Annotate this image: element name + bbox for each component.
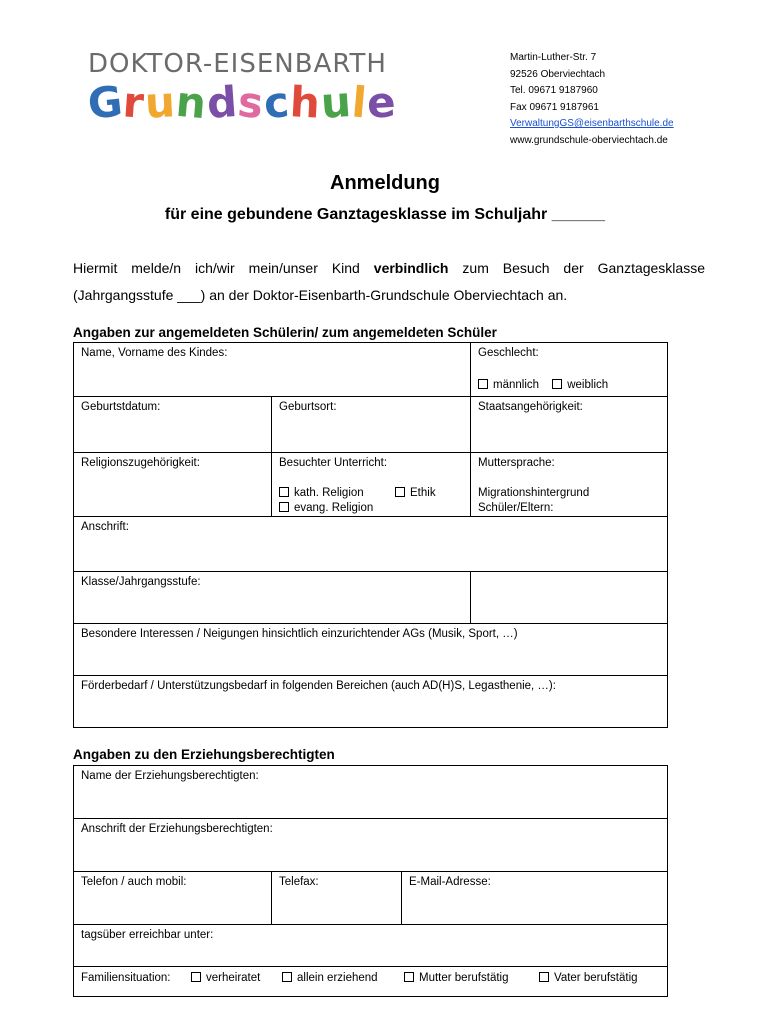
intro-part-1: Hiermit melde/n ich/wir mein/unser Kind	[73, 260, 374, 276]
checkbox-icon[interactable]	[279, 487, 289, 497]
gender-female-option[interactable]	[552, 378, 608, 392]
family-married-option[interactable]	[191, 971, 260, 985]
guardian-address-label: Anschrift der Erziehungsberechtigten:	[81, 823, 273, 835]
logo-letter: r	[121, 77, 147, 128]
lessons-protestant-option[interactable]	[279, 501, 373, 515]
religion-field[interactable]	[73, 452, 272, 517]
address-email-link[interactable]: VerwaltungGS@eisenbarthschule.de	[510, 118, 674, 129]
address-tel: Tel. 09671 9187960	[510, 85, 598, 96]
migration-label-line-2: Schüler/Eltern:	[478, 502, 554, 514]
interests-field[interactable]	[73, 623, 668, 676]
guardian-phone-label: Telefon / auch mobil:	[81, 876, 187, 888]
logo-line-1: DOKTOR-EISENBARTH	[88, 49, 387, 79]
class-field[interactable]	[73, 571, 471, 624]
logo-line-2	[85, 76, 398, 129]
gender-label: Geschlecht:	[478, 347, 539, 359]
guardian-name-label: Name der Erziehungsberechtigten:	[81, 770, 259, 782]
lessons-field	[271, 452, 471, 517]
birthplace-label: Geburtsort:	[279, 401, 337, 413]
guardian-name-field[interactable]	[73, 765, 668, 819]
family-single-option[interactable]	[282, 971, 378, 985]
address-fax: Fax 09671 9187961	[510, 101, 599, 113]
logo-letter: e	[365, 77, 398, 128]
page-subtitle: für eine gebundene Ganztagesklasse im Schuljahr ______	[164, 206, 606, 223]
daytime-contact-label: tagsüber erreichbar unter:	[81, 929, 214, 941]
class-extra-field[interactable]	[470, 571, 668, 624]
gender-female-label: weiblich	[567, 379, 609, 391]
family-situation-label: Familiensituation:	[81, 972, 171, 984]
mother-tongue-label: Muttersprache:	[478, 457, 555, 469]
logo-letter: u	[143, 77, 178, 128]
religion-label: Religionszugehörigkeit:	[81, 457, 200, 469]
guardian-email-field[interactable]	[401, 871, 668, 925]
support-needs-field[interactable]	[73, 675, 668, 728]
nationality-field[interactable]	[470, 396, 668, 453]
child-name-field[interactable]	[73, 342, 471, 397]
family-single-label: allein erziehend	[297, 972, 378, 984]
logo-letter: n	[174, 76, 210, 129]
school-logo	[85, 49, 398, 129]
address-web: www.grundschule-oberviechtach.de	[510, 134, 668, 146]
checkbox-icon[interactable]	[478, 379, 488, 389]
intro-text	[73, 255, 705, 309]
logo-letter: h	[288, 77, 323, 128]
logo-letter: s	[235, 76, 267, 129]
logo-letter: G	[85, 76, 126, 129]
checkbox-icon[interactable]	[552, 379, 562, 389]
child-address-field[interactable]	[73, 516, 668, 572]
birthplace-field[interactable]	[271, 396, 471, 453]
logo-letter: c	[261, 76, 293, 129]
intro-bold: verbindlich	[373, 260, 449, 276]
birthdate-label: Geburtstdatum:	[81, 401, 161, 413]
checkbox-icon[interactable]	[395, 487, 405, 497]
lessons-label: Besuchter Unterricht:	[279, 457, 388, 469]
checkbox-icon[interactable]	[404, 972, 414, 982]
child-address-label: Anschrift:	[81, 521, 129, 533]
support-needs-label: Förderbedarf / Unterstützungsbedarf in folgenden Bereichen (auch AD(H)S, Legasthenie, …):	[81, 680, 556, 692]
birthdate-field[interactable]	[73, 396, 272, 453]
checkbox-icon[interactable]	[539, 972, 549, 982]
guardian-fax-field[interactable]	[271, 871, 402, 925]
gender-male-option[interactable]	[478, 378, 539, 392]
lessons-ethics-label: Ethik	[410, 487, 436, 499]
family-situation-field	[73, 966, 668, 997]
child-name-label: Name, Vorname des Kindes:	[81, 347, 228, 359]
lessons-catholic-label: kath. Religion	[294, 487, 364, 499]
guardian-email-label: E-Mail-Adresse:	[409, 876, 491, 888]
family-married-label: verheiratet	[206, 972, 261, 984]
gender-male-label: männlich	[493, 379, 540, 391]
checkbox-icon[interactable]	[191, 972, 201, 982]
family-mother-working-label: Mutter berufstätig	[419, 972, 509, 984]
lessons-catholic-option[interactable]	[279, 486, 364, 500]
gender-field	[470, 342, 668, 397]
migration-label-line-1: Migrationshintergrund	[478, 487, 590, 499]
logo-letter: l	[349, 77, 370, 128]
guardian-fax-label: Telefax:	[279, 876, 319, 888]
address-street: Martin-Luther-Str. 7	[510, 52, 597, 63]
guardian-address-field[interactable]	[73, 818, 668, 872]
guardian-section-heading: Angaben zu den Erziehungsberechtigten	[73, 747, 335, 762]
guardian-phone-field[interactable]	[73, 871, 272, 925]
logo-letter: d	[205, 76, 240, 129]
student-section-heading: Angaben zur angemeldeten Schülerin/ zum angemeldeten Schüler	[73, 325, 497, 340]
intro-part-2: zum Besuch der Ganztagesklasse (Jahrgangsstufe ___) an der Doktor-Eisenbarth-Grundschule Oberviechtach an.	[73, 260, 705, 303]
logo-letter: u	[319, 76, 354, 129]
daytime-contact-field[interactable]	[73, 924, 668, 967]
mother-tongue-field[interactable]	[470, 452, 668, 517]
checkbox-icon[interactable]	[282, 972, 292, 982]
lessons-ethics-option[interactable]	[395, 486, 436, 500]
gender-options	[478, 378, 608, 392]
class-label: Klasse/Jahrgangsstufe:	[81, 576, 201, 588]
school-address	[510, 50, 674, 149]
family-father-working-option[interactable]	[539, 971, 638, 985]
checkbox-icon[interactable]	[279, 502, 289, 512]
address-city: 92526 Oberviechtach	[510, 68, 606, 80]
family-mother-working-option[interactable]	[404, 971, 508, 985]
interests-label: Besondere Interessen / Neigungen hinsichtlich einzurichtender AGs (Musik, Sport, …)	[81, 628, 518, 640]
family-father-working-label: Vater berufstätig	[554, 972, 638, 984]
nationality-label: Staatsangehörigkeit:	[478, 401, 583, 413]
lessons-protestant-label: evang. Religion	[294, 502, 374, 514]
page-title: Anmeldung	[330, 172, 440, 194]
